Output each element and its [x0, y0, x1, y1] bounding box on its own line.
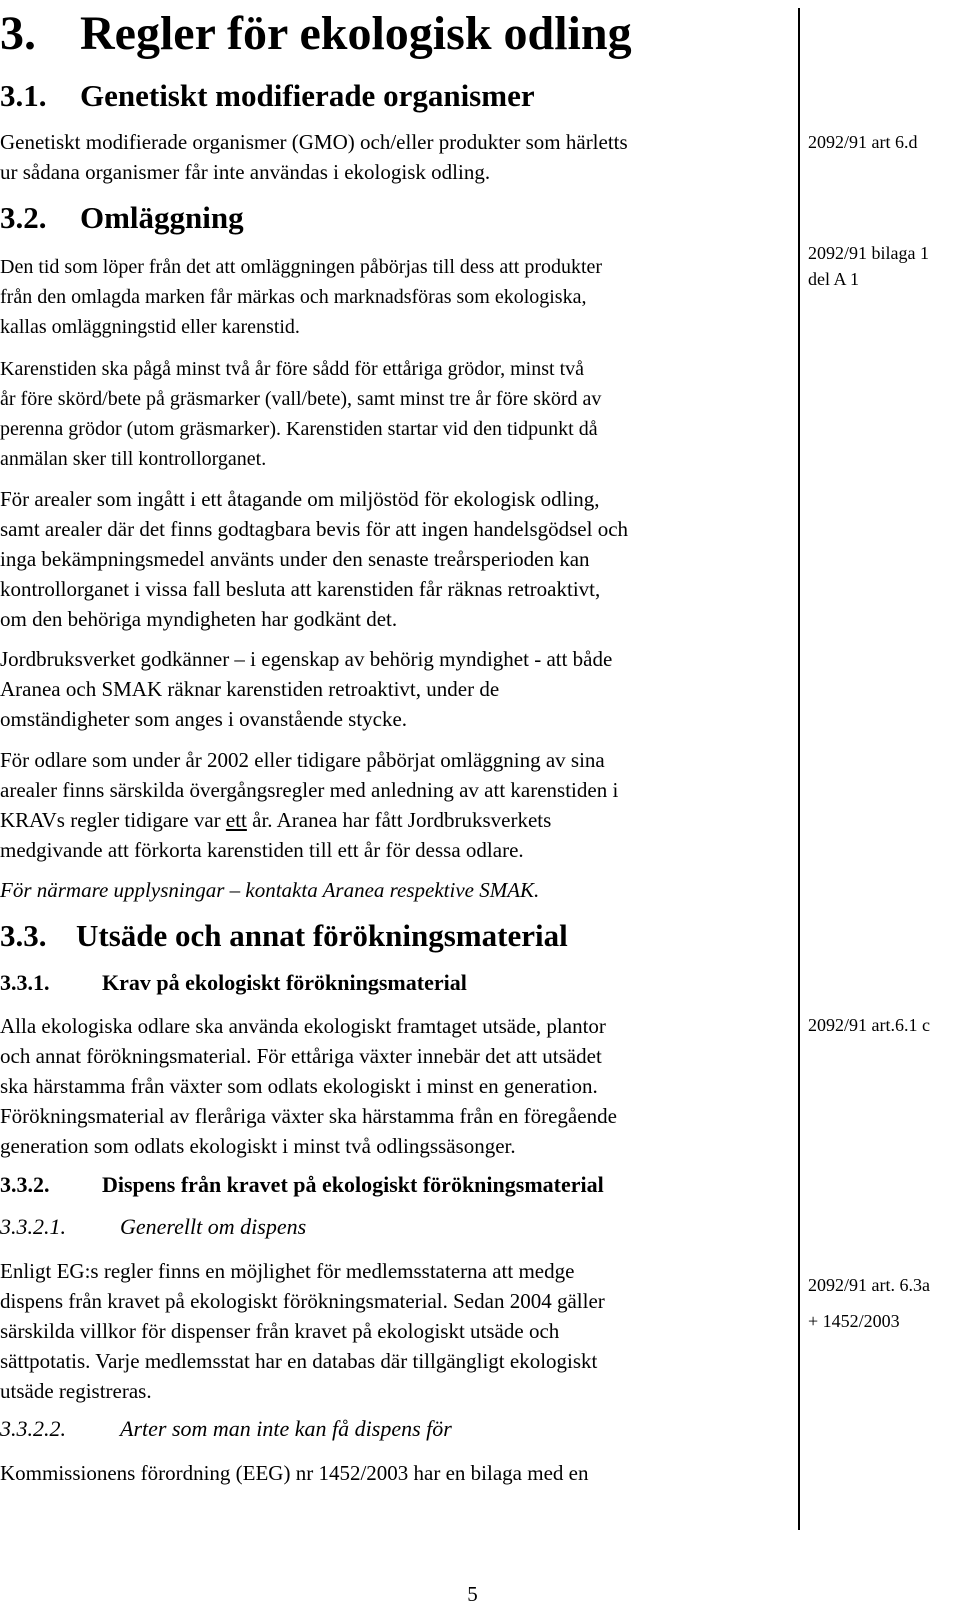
text-line: arealer finns särskilda övergångsregler med anledning av att karenstiden i [0, 778, 619, 802]
section-title: Genetiskt modifierade organismer [80, 78, 535, 113]
text-line: anmälan sker till kontrollorganet. [0, 448, 267, 470]
text-line: Kommissionens förordning (EEG) nr 1452/2003 har en bilaga med en [0, 1461, 589, 1485]
subsection-number: 3.3.2. [0, 1172, 50, 1197]
margin-divider-line [798, 8, 800, 1530]
text-line: ska härstamma från växter som odlats ekologiskt i minst en generation. [0, 1074, 598, 1098]
text-line: generation som odlats ekologiskt i minst två odlingssäsonger. [0, 1134, 516, 1158]
text-line: dispens från kravet på ekologiskt förökningsmaterial. Sedan 2004 gäller [0, 1289, 605, 1313]
subsubsection-number: 3.3.2.2. [0, 1416, 66, 1441]
chapter-title: Regler för ekologisk odling [80, 7, 632, 60]
text-line: samt arealer där det finns godtagbara bevis för att ingen handelsgödsel och [0, 517, 629, 541]
text-line: kontrollorganet i vissa fall besluta att karenstiden får räknas retroaktivt, [0, 577, 601, 601]
paragraph-arealer [0, 484, 628, 634]
margin-reference-art-6-3a: 2092/91 art. 6.3a [808, 1275, 930, 1295]
paragraph-odlare [0, 745, 618, 865]
margin-reference-bilaga-1 [808, 240, 929, 292]
paragraph-jordbruksverket [0, 644, 612, 734]
paragraph-karenstid [0, 354, 601, 474]
paragraph-gmo [0, 127, 628, 187]
section-number: 3.1. [0, 78, 47, 113]
underlined-word: ett [225, 808, 247, 832]
margin-reference-1452-2003: + 1452/2003 [808, 1311, 900, 1331]
section-title: Omläggning [80, 200, 244, 235]
paragraph-kommissionen [0, 1458, 588, 1488]
text-line: För arealer som ingått i ett åtagande om miljöstöd för ekologisk odling, [0, 487, 600, 511]
paragraph-eg-regler [0, 1256, 605, 1406]
section-title: Utsäde och annat förökningsmaterial [76, 918, 568, 953]
text-line: inga bekämpningsmedel använts under den senaste treårsperioden kan [0, 547, 590, 571]
subsubsection-heading-3-3-2-2 [0, 1416, 452, 1442]
text-line: del A 1 [808, 269, 860, 289]
text-line: Genetiskt modifierade organismer (GMO) och/eller produkter som härletts [0, 130, 628, 154]
text-line [0, 805, 618, 835]
text-line: Den tid som löper från det att omläggningen påbörjas till dess att produkter [0, 256, 603, 278]
text-line: perenna grödor (utom gräsmarker). Karenstiden startar vid den tidpunkt då [0, 418, 598, 440]
subsubsection-number: 3.3.2.1. [0, 1214, 66, 1239]
text-line: Jordbruksverket godkänner – i egenskap av behörig myndighet - att både [0, 647, 613, 671]
subsection-heading-3-3-1 [0, 970, 467, 996]
text-line: Enligt EG:s regler finns en möjlighet för medlemsstaterna att medge [0, 1259, 575, 1283]
text-fragment: år. Aranea har fått Jordbruksverkets [246, 808, 552, 832]
page-footer [0, 1582, 960, 1607]
text-line: år före skörd/bete på gräsmarker (vall/bete), samt minst tre år före skörd av [0, 388, 602, 410]
text-line: omständigheter som anges i ovanstående stycke. [0, 707, 408, 731]
text-line: För närmare upplysningar – kontakta Aranea respektive SMAK. [0, 878, 540, 902]
page-number: 5 [467, 1582, 478, 1606]
text-line: 2092/91 bilaga 1 [808, 243, 929, 263]
paragraph-kontakt [0, 875, 539, 905]
chapter-number: 3. [0, 7, 36, 60]
text-line: För odlare som under år 2002 eller tidigare påbörjat omläggning av sina [0, 748, 605, 772]
text-line: Karenstiden ska pågå minst två år före sådd för ettåriga grödor, minst två [0, 358, 585, 380]
text-line: utsäde registreras. [0, 1379, 152, 1403]
paragraph-krav [0, 1011, 617, 1161]
subsubsection-heading-3-3-2-1 [0, 1214, 306, 1240]
margin-reference-art-6-1c: 2092/91 art.6.1 c [808, 1015, 930, 1035]
section-heading-3-3 [0, 918, 568, 954]
text-line: om den behöriga myndigheten har godkänt det. [0, 607, 398, 631]
margin-reference-art-6d: 2092/91 art 6.d [808, 132, 918, 152]
subsection-heading-3-3-2 [0, 1172, 604, 1198]
text-line: Förökningsmaterial av fleråriga växter ska härstamma från en föregående [0, 1104, 617, 1128]
subsection-title: Krav på ekologiskt förökningsmaterial [102, 970, 467, 995]
section-number: 3.3. [0, 918, 47, 953]
text-line: från den omlagda marken får märkas och marknadsföras som ekologiska, [0, 286, 587, 308]
chapter-heading [0, 6, 632, 61]
subsection-number: 3.3.1. [0, 970, 50, 995]
text-line: och annat förökningsmaterial. För ettåriga växter innebär det att utsädet [0, 1044, 602, 1068]
text-line: Aranea och SMAK räknar karenstiden retroaktivt, under de [0, 677, 500, 701]
subsubsection-title: Generellt om dispens [120, 1214, 307, 1239]
text-line: sättpotatis. Varje medlemsstat har en databas där tillgängligt ekologiskt [0, 1349, 598, 1373]
subsubsection-title: Arter som man inte kan få dispens för [120, 1416, 452, 1441]
text-line: ur sådana organismer får inte användas i ekologisk odling. [0, 160, 491, 184]
section-heading-3-2 [0, 200, 244, 236]
text-fragment: KRAVs regler tidigare var [0, 808, 226, 832]
text-line: särskilda villkor för dispenser från kravet på ekologiskt utsäde och [0, 1319, 560, 1343]
text-line: kallas omläggningstid eller karenstid. [0, 316, 300, 338]
section-heading-3-1 [0, 78, 535, 114]
section-number: 3.2. [0, 200, 47, 235]
text-line: Alla ekologiska odlare ska använda ekologiskt framtaget utsäde, plantor [0, 1014, 606, 1038]
subsection-title: Dispens från kravet på ekologiskt förökningsmaterial [102, 1172, 604, 1197]
text-line: medgivande att förkorta karenstiden till ett år för dessa odlare. [0, 838, 524, 862]
paragraph-omlaggning [0, 252, 602, 342]
